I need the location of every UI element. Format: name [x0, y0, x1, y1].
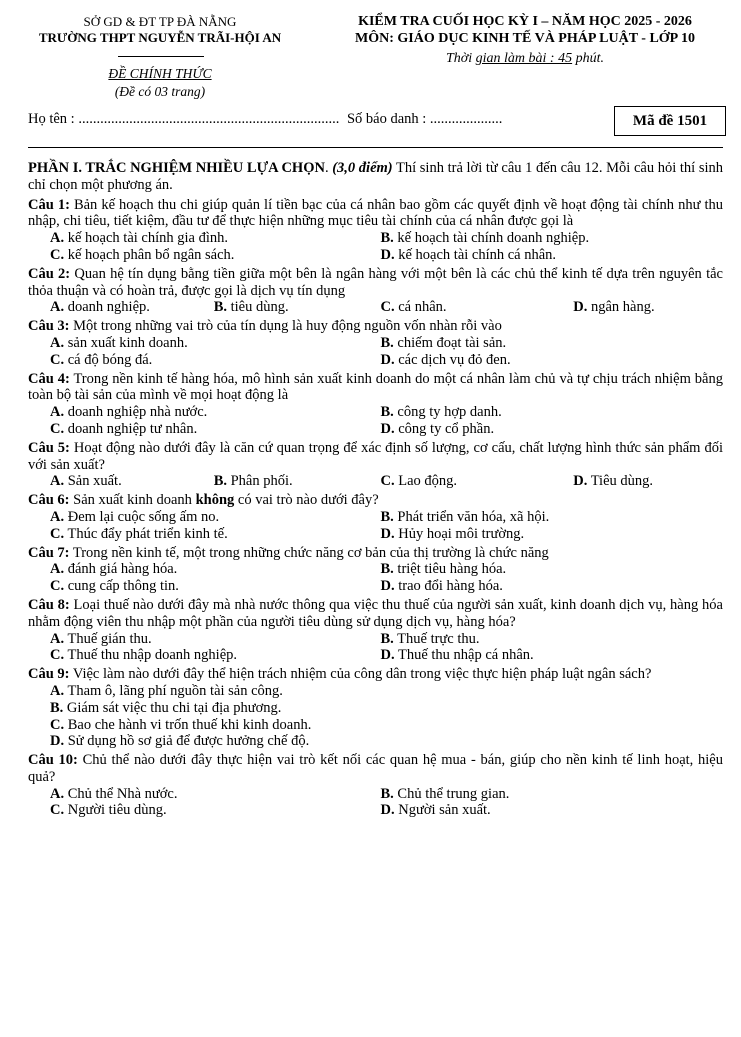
answer-option-b: B. kế hoạch tài chính doanh nghiệp.: [380, 230, 590, 247]
answer-option-d: D. Tiêu dùng.: [573, 473, 654, 490]
answer-option-a: A. Chủ thể Nhà nước.: [50, 785, 178, 802]
question-4: [28, 371, 723, 438]
question-1: [28, 197, 723, 264]
answer-option-a: A. doanh nghiệp nhà nước.: [50, 404, 208, 421]
time-limit: Thời gian làm bài : 45 phút.: [446, 51, 604, 66]
question-text: Câu 5: Hoạt động nào dưới đây là căn cứ quan trọng để xác định số lượng, cơ cấu, chất lượng hình thức sản phẩm đối với sản xuất?: [28, 439, 723, 473]
answer-option-c: C. cá độ bóng đá.: [50, 351, 153, 368]
subject-title: MÔN: GIÁO DỤC KINH TẾ VÀ PHÁP LUẬT - LỚP 10: [355, 31, 695, 46]
answer-options: [28, 631, 723, 665]
answer-option-d: D. Hủy hoại môi trường.: [380, 525, 525, 542]
question-text: Câu 1: Bản kế hoạch thu chi giúp quản lí tiền bạc của cá nhân bao gồm các quyết định về hoạt động tài chính như thu nhập, chi tiêu, tiết kiệm, đầu tư để thực hiện những mục tiêu tài chính của cá nhân được gọi là: [28, 196, 723, 230]
question-list: [28, 197, 723, 820]
answer-option-b: B. Giám sát việc thu chi tại địa phương.: [50, 699, 282, 716]
exam-header: [0, 14, 741, 134]
question-text: Câu 4: Trong nền kinh tế hàng hóa, mô hình sản xuất kinh doanh do một cá nhân làm chủ và tự chịu trách nhiệm bằng toàn bộ tài sản của mình về mọi hoạt động là: [28, 370, 723, 404]
exam-code-box: Mã đề 1501: [614, 106, 726, 136]
school-name: TRƯỜNG THPT NGUYỄN TRÃI-HỘI AN: [38, 30, 282, 45]
name-field: Họ tên : ........................................................................: [28, 111, 340, 127]
answer-option-a: A. đánh giá hàng hóa.: [50, 561, 178, 578]
answer-options: [28, 509, 723, 543]
answer-option-c: C. Bao che hành vi trốn thuế khi kinh doanh.: [50, 716, 312, 733]
answer-options: [28, 404, 723, 438]
answer-option-b: B. công ty hợp danh.: [380, 404, 502, 421]
page-count: (Đề có 03 trang): [114, 84, 206, 99]
answer-option-a: A. Tham ô, lãng phí nguồn tài sản công.: [50, 682, 283, 699]
exam-title: KIỂM TRA CUỐI HỌC KỲ I – NĂM HỌC 2025 - 2026: [358, 14, 692, 29]
answer-option-d: D. công ty cổ phần.: [380, 420, 495, 437]
answer-option-a: A. Đem lại cuộc sống ấm no.: [50, 508, 220, 525]
answer-option-c: C. cung cấp thông tin.: [50, 578, 179, 595]
question-text: Câu 9: Việc làm nào dưới đây thể hiện trách nhiệm của công dân trong việc thực hiện pháp luật ngân sách?: [28, 666, 652, 683]
answer-option-d: D. Người sản xuất.: [380, 802, 491, 819]
answer-options: [28, 786, 723, 820]
question-5: [28, 440, 723, 490]
answer-option-c: C. kế hoạch phân bổ ngân sách.: [50, 246, 235, 263]
answer-option-c: C. Thuế thu nhập doanh nghiệp.: [50, 647, 238, 664]
answer-option-d: D. Sử dụng hồ sơ giả để được hưởng chế độ.: [50, 733, 310, 750]
answer-option-b: B. chiếm đoạt tài sản.: [380, 334, 507, 351]
exam-content: [28, 160, 723, 821]
answer-option-b: B. Thuế trực thu.: [380, 630, 480, 647]
answer-option-a: A. Sản xuất.: [50, 473, 122, 490]
question-8: [28, 597, 723, 664]
answer-option-c: C. doanh nghiệp tư nhân.: [50, 420, 198, 437]
answer-options: [28, 561, 723, 595]
question-text: Câu 2: Quan hệ tín dụng bằng tiền giữa một bên là ngân hàng với một bên là các chủ thể kinh tế dựa trên nguyên tắc thỏa thuận và có hoàn trả, được gọi là dịch vụ tín dụng: [28, 265, 723, 299]
part-heading: PHẦN I. TRẮC NGHIỆM NHIỀU LỰA CHỌN. (3,0 điểm) Thí sinh trả lời từ câu 1 đến câu 12. Mỗi câu hỏi thí sinh chỉ chọn một phương án.: [28, 160, 724, 193]
answer-option-b: B. Phát triển văn hóa, xã hội.: [380, 508, 550, 525]
answer-option-b: B. triệt tiêu hàng hóa.: [380, 561, 507, 578]
question-6: [28, 492, 723, 542]
answer-options: [28, 230, 723, 264]
answer-option-c: C. Thúc đẩy phát triển kinh tế.: [50, 525, 228, 542]
question-9: [28, 666, 723, 750]
official-label: ĐỀ CHÍNH THỨC: [108, 66, 212, 81]
answer-option-a: A. doanh nghiệp.: [50, 299, 150, 316]
question-2: [28, 266, 723, 316]
header-rule: [118, 56, 204, 57]
question-3: [28, 318, 723, 368]
department-name: SỞ GD & ĐT TP ĐÀ NẴNG: [83, 14, 237, 29]
answer-options: [28, 335, 723, 369]
answer-option-d: D. ngân hàng.: [573, 299, 655, 316]
answer-option-c: C. Lao động.: [380, 473, 458, 490]
answer-option-b: B. tiêu dùng.: [213, 299, 289, 316]
answer-option-a: A. sản xuất kinh doanh.: [50, 334, 188, 351]
answer-option-d: D. trao đổi hàng hóa.: [380, 578, 503, 595]
answer-option-c: C. Người tiêu dùng.: [50, 802, 167, 819]
question-text: Câu 7: Trong nền kinh tế, một trong những chức năng cơ bản của thị trường là chức năng: [28, 544, 549, 561]
question-text: Câu 6: Sản xuất kinh doanh không có vai trò nào dưới đây?: [28, 492, 379, 509]
answer-option-b: B. Phân phối.: [213, 473, 293, 490]
answer-option-a: A. Thuế gián thu.: [50, 630, 152, 647]
answer-option-d: D. các dịch vụ đỏ đen.: [380, 351, 511, 368]
question-text: Câu 8: Loại thuế nào dưới đây mà nhà nước thông qua việc thu thuế của người sản xuất, kinh doanh dịch vụ, hàng hóa nhằm động viên thu nhập một phần của người tiêu dùng sử dụng dịch vụ, hàng hóa?: [28, 596, 723, 630]
question-text: Câu 10: Chủ thể nào dưới đây thực hiện vai trò kết nối các quan hệ mua - bán, giúp cho nền kinh tế linh hoạt, hiệu quả?: [28, 752, 723, 785]
answer-option-a: A. kế hoạch tài chính gia đình.: [50, 230, 228, 247]
answer-options: [28, 299, 723, 316]
answer-options: [28, 683, 723, 750]
question-10: [28, 752, 723, 819]
question-text: Câu 3: Một trong những vai trò của tín dụng là huy động nguồn vốn nhàn rỗi vào: [28, 318, 502, 335]
answer-option-c: C. cá nhân.: [380, 299, 447, 316]
answer-option-b: B. Chủ thể trung gian.: [380, 785, 510, 802]
answer-option-d: D. Thuế thu nhập cá nhân.: [380, 647, 534, 664]
candidate-fields: [28, 111, 502, 128]
question-7: [28, 545, 723, 595]
answer-option-d: D. kế hoạch tài chính cá nhân.: [380, 246, 557, 263]
answer-options: [28, 473, 723, 490]
id-field: Số báo danh : ....................: [346, 111, 503, 127]
header-separator: [28, 147, 723, 148]
